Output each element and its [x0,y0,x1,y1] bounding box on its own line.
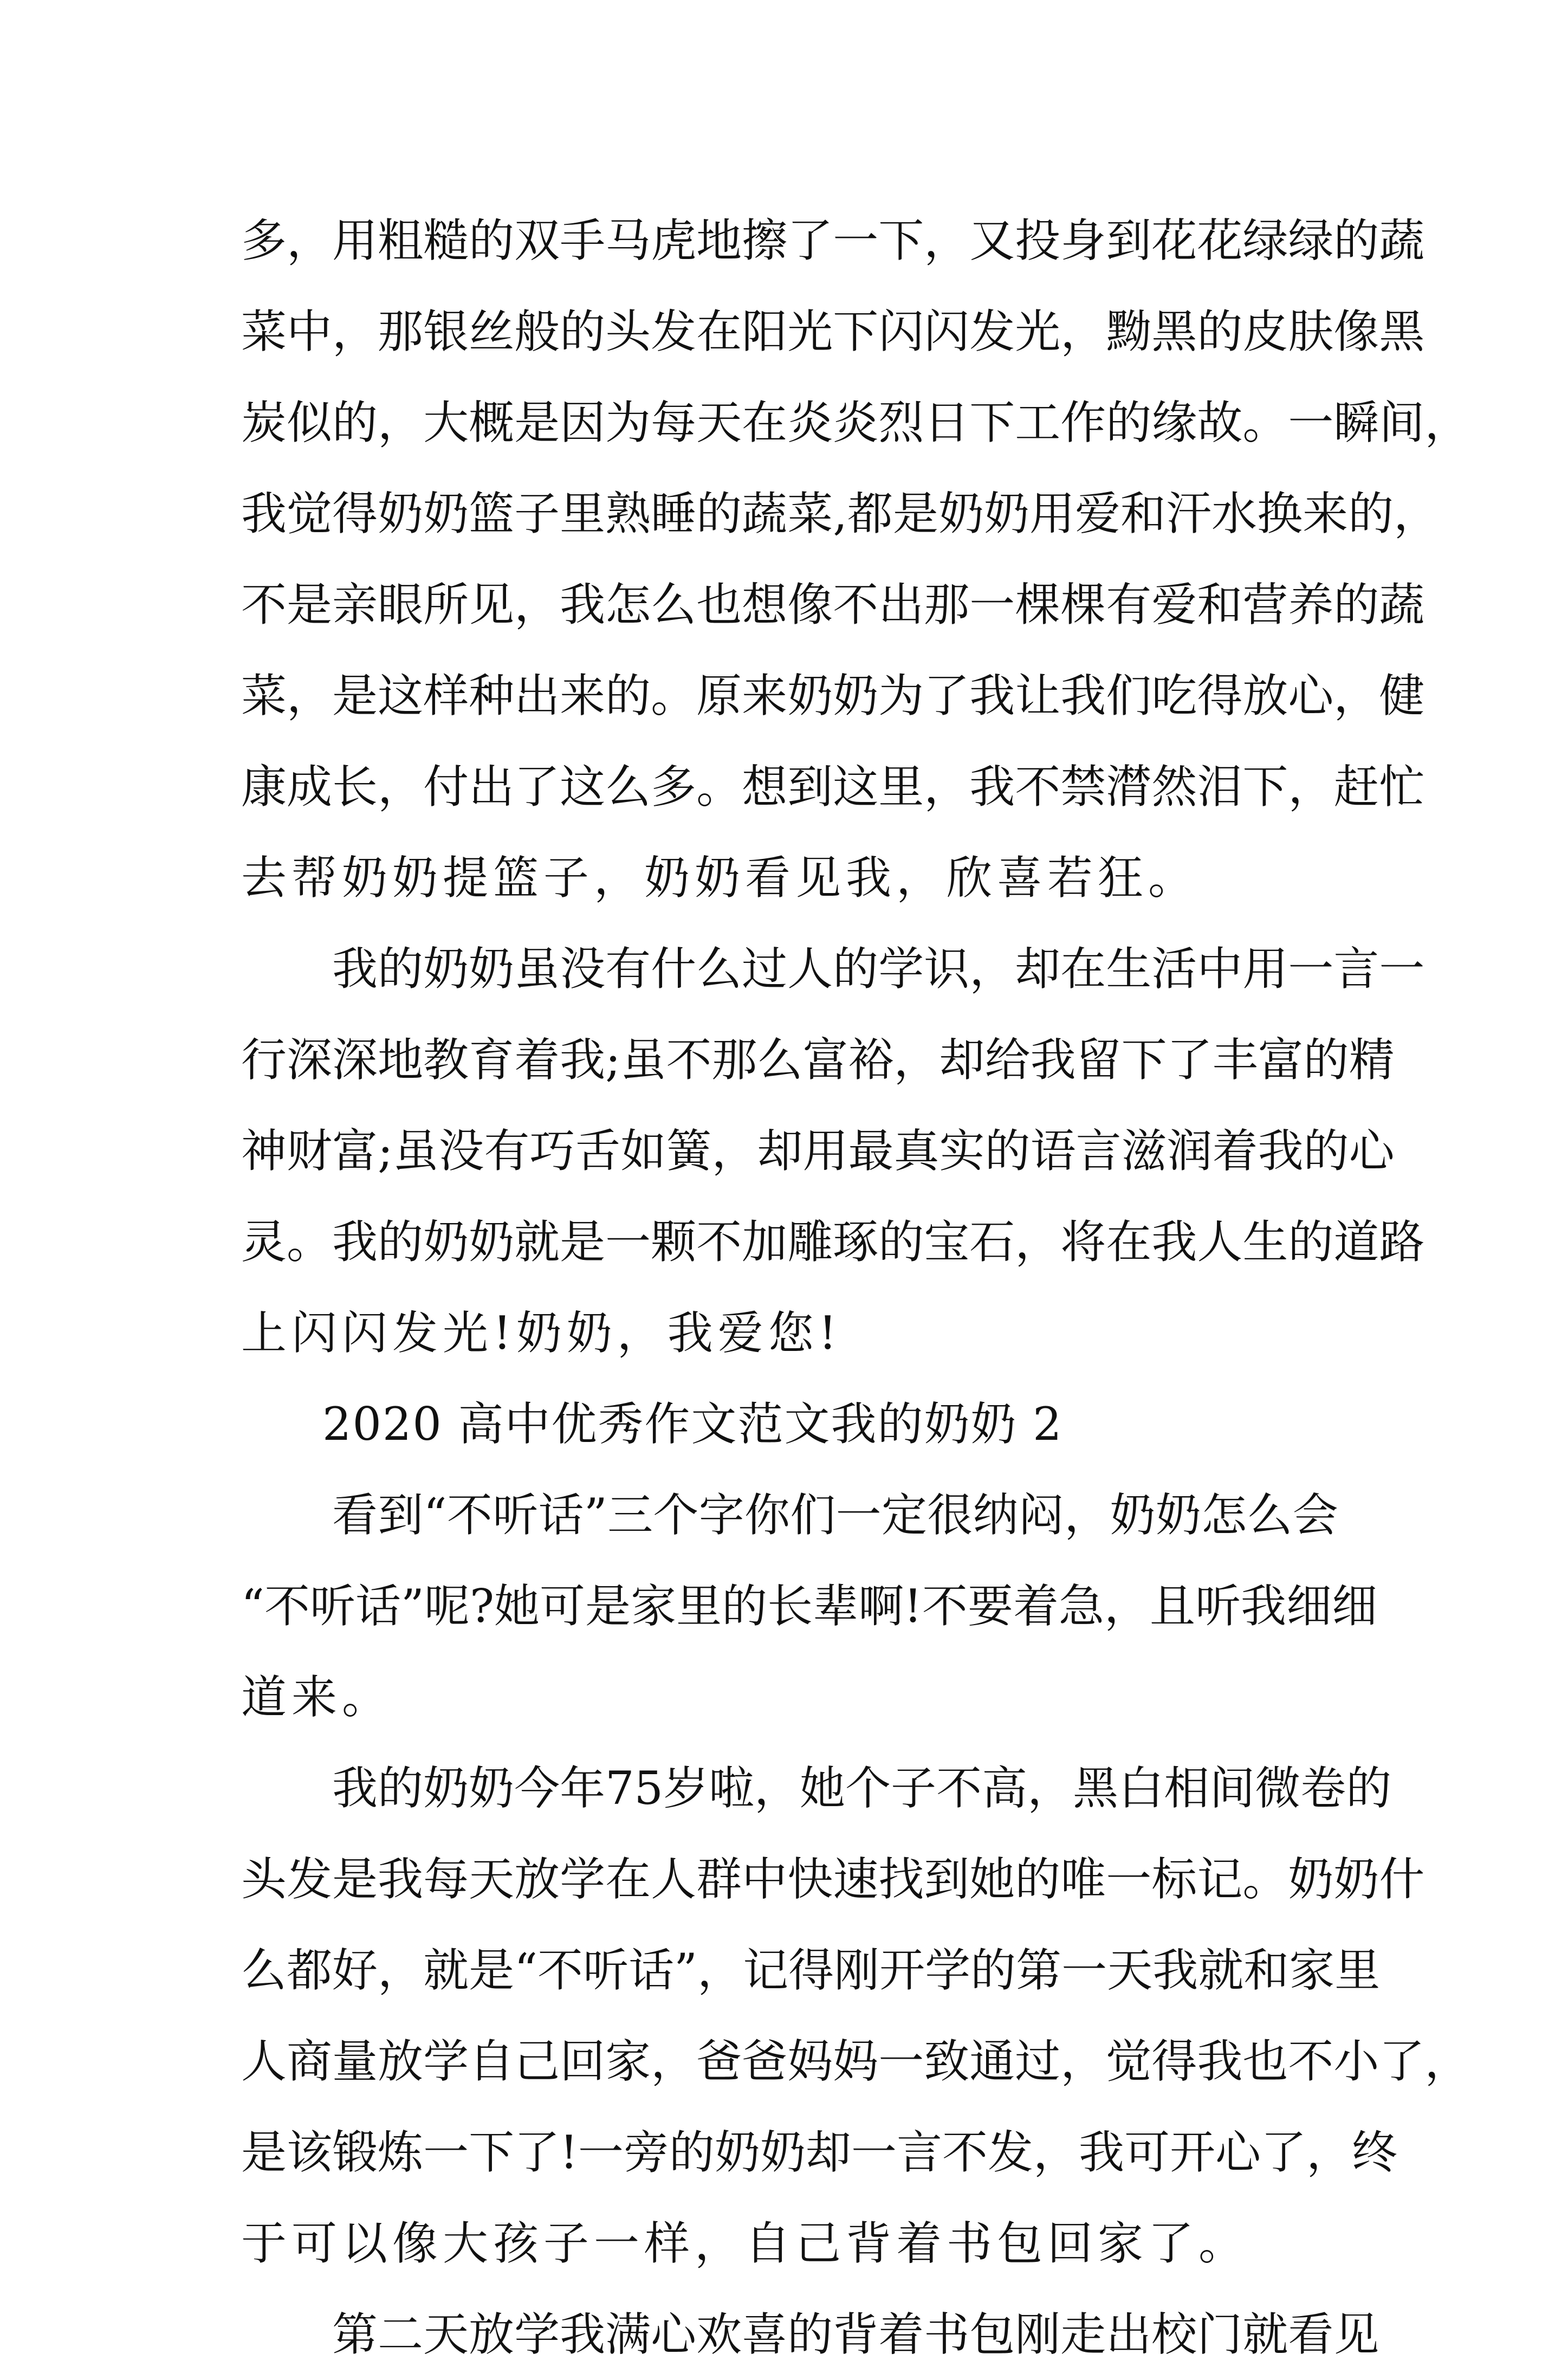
paragraph-first-line: 我 的 奶 奶 今 年 7 5 岁 啦 ， 她 个 子 不 高 ， 黑 白 相 间 微 卷 的 [332,1762,1392,1815]
text-line: 菜 中 ， 那 银 丝 般 的 头 发 在 阳 光 下 闪 闪 发 光 ， 黝 黑 的 皮 肤 像 黑 [241,305,1425,358]
text-line: 我 觉 得 奶 奶 篮 子 里 熟 睡 的 蔬 菜 , 都 是 奶 奶 用 爱 和 汗 水 换 来 的 ， [241,487,1440,540]
text-line: 头 发 是 我 每 天 放 学 在 人 群 中 快 速 找 到 她 的 唯 一 标 记 。 奶 奶 什 [241,1853,1425,1906]
text-line: 人 商 量 放 学 自 己 回 家 ， 爸 爸 妈 妈 一 致 通 过 ， 觉 得 我 也 不 小 了 ， [241,2035,1470,2088]
text-line: 上闪闪发光!奶奶，我爱您! [241,1307,842,1360]
text-line: 行 深 深 地 教 育 着 我 ; 虽 不 那 么 富 裕 ， 却 给 我 留 下 了 丰 富 的 精 [241,1033,1395,1086]
paragraph-first-line: 第 二 天 放 学 我 满 心 欢 喜 的 背 着 书 包 刚 走 出 校 门 就 看 见 [332,2308,1379,2361]
text-line: 道来。 [241,1671,393,1724]
text-line: 不 是 亲 眼 所 见 ， 我 怎 么 也 想 像 不 出 那 一 棵 棵 有 爱 和 营 养 的 蔬 [241,578,1425,631]
text-line: “ 不 听 话 ” 呢 ? 她 可 是 家 里 的 长 辈 啊 ! 不 要 着 急 ， 且 听 我 细 细 [241,1580,1378,1633]
paragraph-first-line: 我 的 奶 奶 虽 没 有 什 么 过 人 的 学 识 ， 却 在 生 活 中 用 一 言 一 [332,942,1425,995]
text-line: 菜 ， 是 这 样 种 出 来 的 。 原 来 奶 奶 为 了 我 让 我 们 吃 得 放 心 ， 健 [241,669,1425,722]
text-line: 炭 似 的 ， 大 概 是 因 为 每 天 在 炎 炎 烈 日 下 工 作 的 缘 故 。 一 瞬 间 ， [241,396,1470,449]
essay-text [241,195,1470,2380]
text-line: 于可以像大孩子一样，自己背着书包回家了。 [241,2217,1249,2270]
text-line: 康 成 长 ， 付 出 了 这 么 多 。 想 到 这 里 ， 我 不 禁 潸 然 泪 下 ， 赶 忙 [241,760,1425,813]
paragraph-first-line: 看 到 “ 不 听 话 ” 三 个 字 你 们 一 定 很 纳 闷 ， 奶 奶 怎 么 会 [332,1489,1338,1542]
text-line: 么 都 好 ， 就 是 “ 不 听 话 ” ， 记 得 刚 开 学 的 第 一 天 我 就 和 家 里 [241,1944,1381,1997]
text-line: 神 财 富 ; 虽 没 有 巧 舌 如 簧 ， 却 用 最 真 实 的 语 言 滋 润 着 我 的 心 [241,1124,1395,1178]
text-line: 去帮奶奶提篮子，奶奶看见我，欣喜若狂。 [241,851,1199,904]
text-line: 灵 。 我 的 奶 奶 就 是 一 颗 不 加 雕 琢 的 宝 石 ， 将 在 我 人 生 的 道 路 [241,1215,1425,1269]
text-line: 多 ， 用 粗 糙 的 双 手 马 虎 地 擦 了 一 下 ， 又 投 身 到 花 花 绿 绿 的 蔬 [241,214,1425,267]
section-heading: 2020 高中优秀作文范文我的奶奶 2 [322,1398,1063,1451]
text-line: 是 该 锻 炼 一 下 了 ! 一 旁 的 奶 奶 却 一 言 不 发 ， 我 可 开 心 了 ， 终 [241,2126,1398,2179]
